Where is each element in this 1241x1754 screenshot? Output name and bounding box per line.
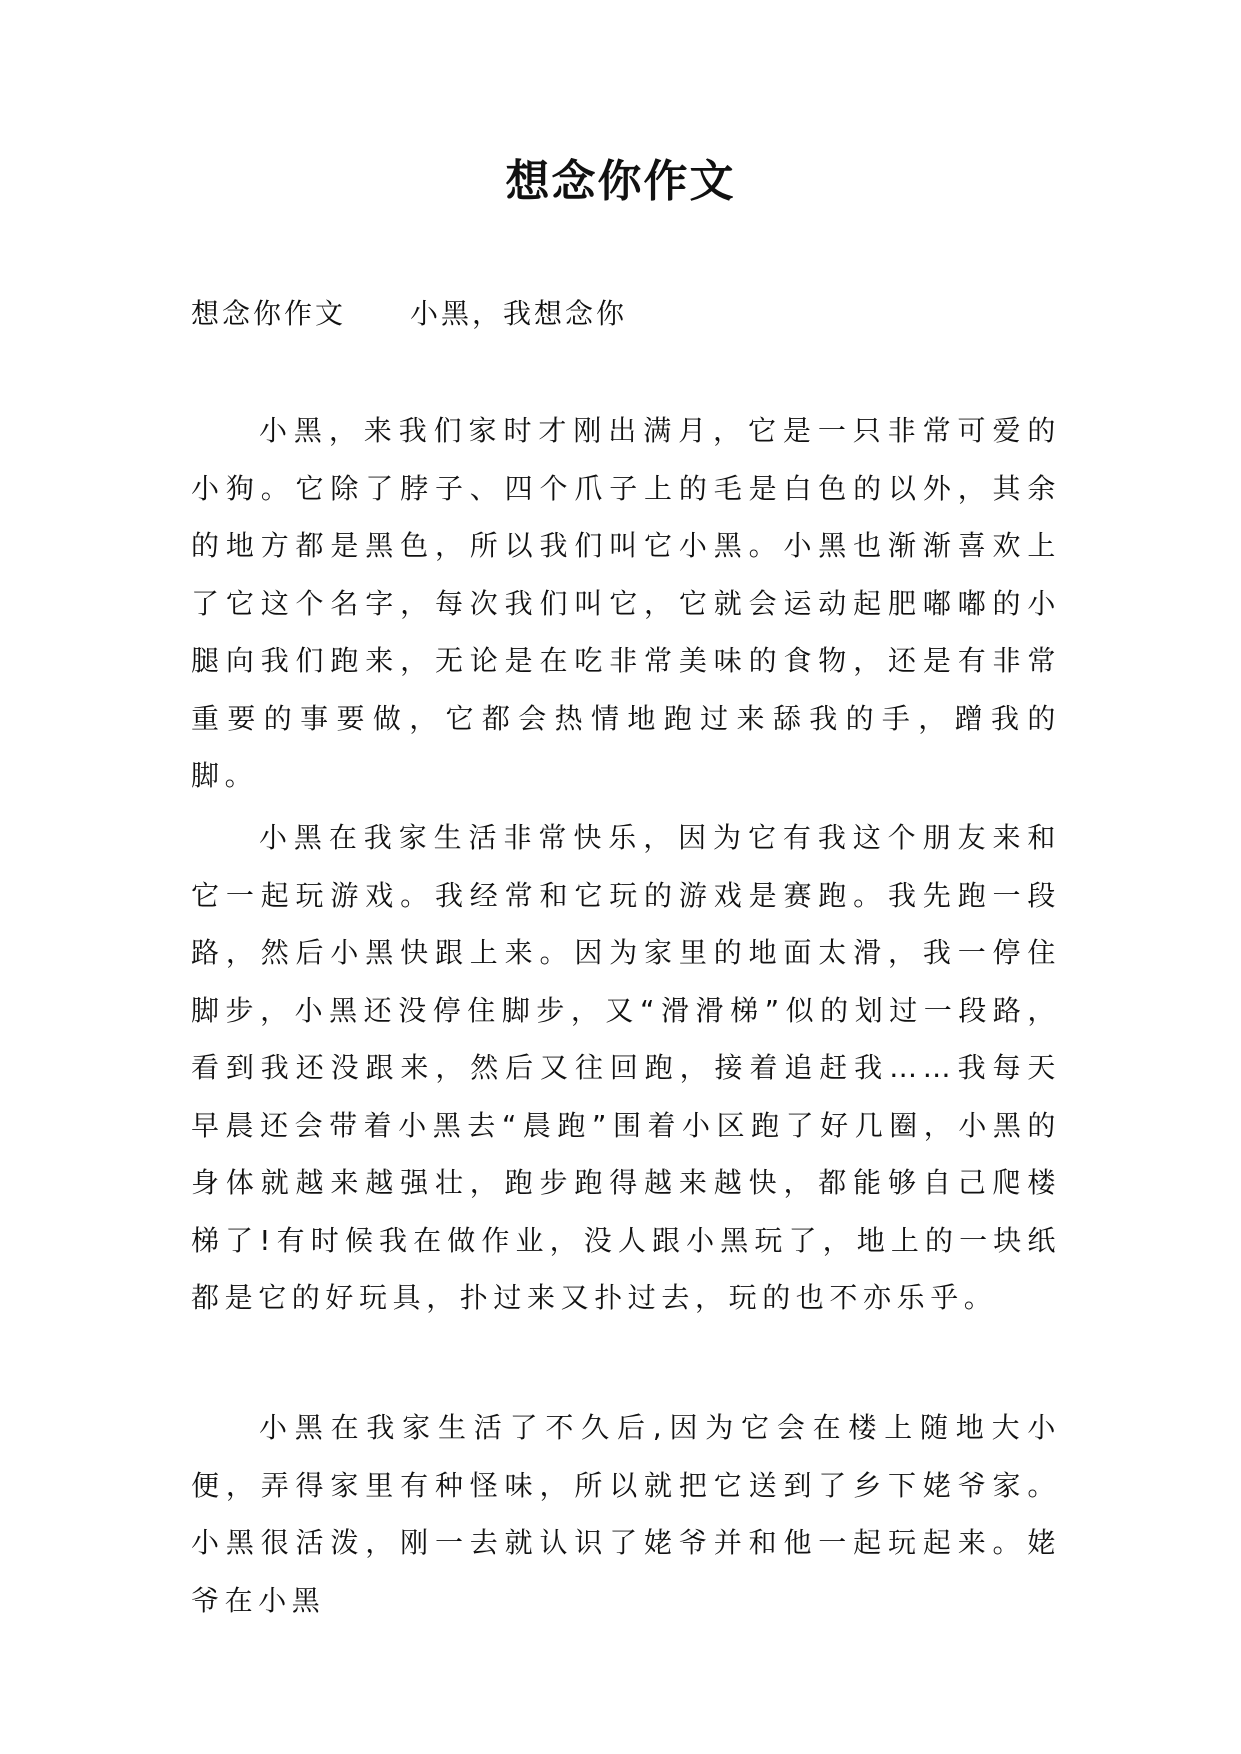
document-subtitle [191, 288, 627, 340]
paragraph-1: 小黑，来我们家时才刚出满月，它是一只非常可爱的小狗。它除了脖子、四个爪子上的毛是白色的以外，其余的地方都是黑色，所以我们叫它小黑。小黑也渐渐喜欢上了它这个名字，每次我们叫它，它就会运动起肥嘟嘟的小腿向我们跑来，无论是在吃非常美味的食物，还是有非常重要的事要做，它都会热情地跑过来舔我的手，蹭我的脚。 [191, 414, 1061, 792]
paragraph-3: 小黑在我家生活了不久后,因为它会在楼上随地大小便，弄得家里有种怪味，所以就把它送到了乡下姥爷家。小黑很活泼，刚一去就认识了姥爷并和他一起玩起来。姥爷在小黑 [191, 1411, 1061, 1617]
paragraph-2: 小黑在我家生活非常快乐，因为它有我这个朋友来和它一起玩游戏。我经常和它玩的游戏是赛跑。我先跑一段路，然后小黑快跟上来。因为家里的地面太滑，我一停住脚步，小黑还没停住脚步，又“滑滑梯”似的划过一段路，看到我还没跟来，然后又往回跑，接着追赶我……我每天早晨还会带着小黑去“晨跑”围着小区跑了好几圈，小黑的身体就越来越强壮，跑步跑得越来越快，都能够自己爬楼梯了!有时候我在做作业，没人跟小黑玩了，地上的一块纸都是它的好玩具，扑过来又扑过去，玩的也不亦乐乎。 [191, 821, 1061, 1314]
document-title: 想念你作文 [505, 156, 736, 207]
subtitle-heading: 小黑，我想念你 [410, 297, 628, 330]
subtitle-essay-label: 想念你作文 [191, 297, 347, 330]
